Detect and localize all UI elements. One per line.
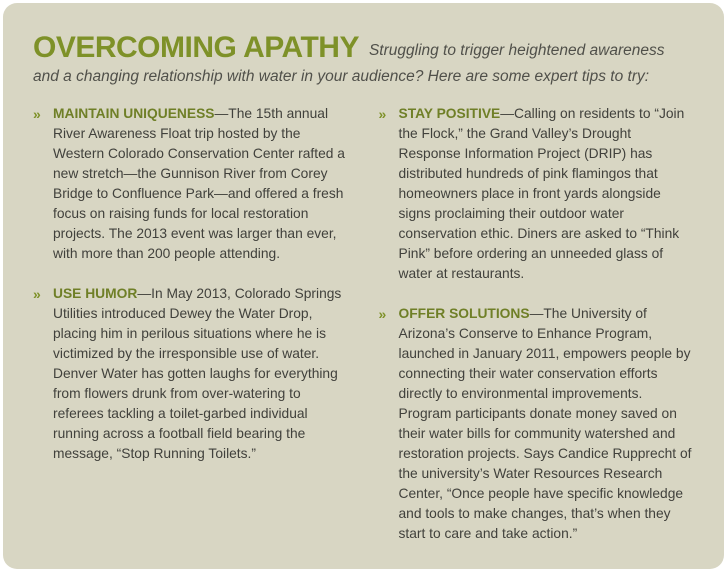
tip-paragraph (399, 304, 695, 544)
infobox-header (33, 25, 694, 88)
tip-heading: USE HUMOR (53, 285, 138, 301)
tip-body: —The University of Arizona’s Conserve to Enhance Program, launched in January 2011, empowers people by connecting their water conservation efforts directly to environmental improvements. Program participants donate money saved on their water bills for community watershed and restoration projects. Says Candice Rupprecht of the university’s Water Resources Research Center, “Once people have specific knowledge and tools to make changes, that’s when they start to care and take action.” (398, 305, 692, 541)
chevron-bullet-icon: » (33, 105, 41, 122)
header-paragraph (33, 25, 694, 88)
overcoming-apathy-infobox (3, 3, 724, 569)
tip-body: —In May 2013, Colorado Springs Utilities introduced Dewey the Water Drop, placing him in perilous situations where he is victimized by the irresponsible use of water. Denver Water has gotten laughs for everything from flowers drunk from over-watering to referees tackling a toilet-garbed individual running across a football field bearing the message, “Stop Running Toilets.” (53, 285, 342, 461)
tip-paragraph (53, 284, 349, 464)
tips-column-right (379, 104, 695, 564)
tip-offer-solutions (379, 304, 695, 544)
intro-text: Struggling to trigger heightened awareness and a changing relationship with water in your audience? Here are some expert tips to try: (33, 42, 665, 86)
tip-maintain-uniqueness (33, 104, 349, 264)
tip-use-humor (33, 284, 349, 464)
tip-heading: STAY POSITIVE (398, 105, 501, 121)
page-title: OVERCOMING APATHY (33, 31, 359, 64)
tip-paragraph (399, 104, 695, 284)
chevron-bullet-icon: » (33, 285, 41, 302)
tips-column-left (33, 104, 349, 564)
tips-columns (33, 104, 694, 564)
tip-paragraph (53, 104, 349, 264)
tip-heading: OFFER SOLUTIONS (398, 305, 530, 321)
tip-stay-positive (379, 104, 695, 284)
chevron-bullet-icon: » (378, 305, 387, 322)
chevron-bullet-icon: » (378, 105, 387, 122)
tip-body: —Calling on residents to “Join the Flock,” the Grand Valley’s Drought Response Information Project (DRIP) has distributed hundreds of pink flamingos that homeowners place in front yards alongside signs proclaiming their outdoor water conservation ethic. Diners are asked to “Think Pink” before ordering an unneeded glass of water at restaurants. (398, 105, 685, 281)
tip-heading: MAINTAIN UNIQUENESS (53, 105, 215, 121)
tip-body: —The 15th annual River Awareness Float trip hosted by the Western Colorado Conservation Center rafted a new stretch—the Gunnison River from Corey Bridge to Confluence Park—and offered a fresh focus on raising funds for local restoration projects. The 2013 event was larger than ever, with more than 200 people attending. (53, 105, 345, 261)
